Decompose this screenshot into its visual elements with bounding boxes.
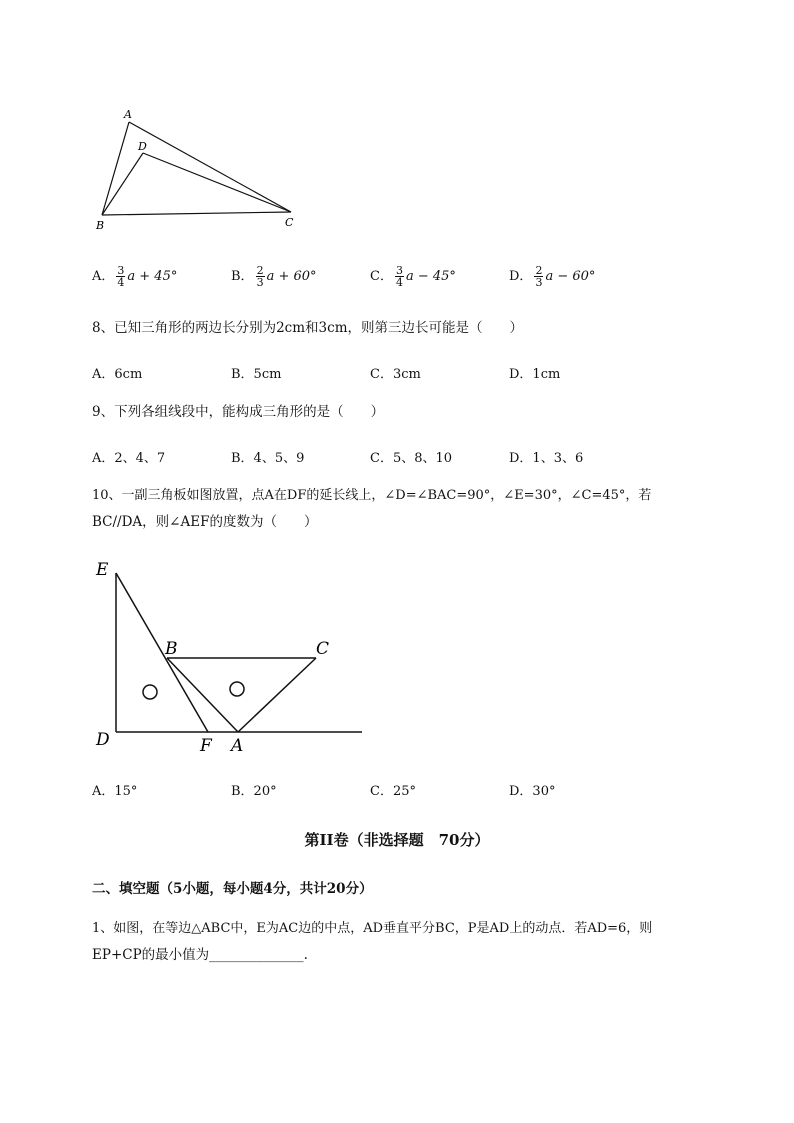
- label-c2: C: [316, 639, 330, 659]
- label-c: C: [285, 216, 294, 229]
- q10-stem-line1: 10、一副三角板如图放置，点A在DF的延长线上，∠D=∠BAC=90°，∠E=30°，∠C=45°，若: [92, 488, 652, 503]
- q9-stem: 9、下列各组线段中，能构成三角形的是（ ）: [92, 404, 385, 420]
- q8-option-a[interactable]: A．6cm: [92, 367, 143, 382]
- fraction: $\frac{2}{3}$: [256, 264, 264, 289]
- label-a: A: [124, 108, 132, 121]
- q10-option-a[interactable]: A．15°: [92, 784, 138, 799]
- q7-option-a[interactable]: A． $\frac{3}{4}$ a + 45°: [92, 264, 178, 289]
- q9-option-c[interactable]: C．5、8、10: [370, 451, 453, 466]
- section-title: 第II卷（非选择题 70分）: [304, 831, 490, 849]
- label-d: D: [138, 140, 147, 153]
- label-b: B: [96, 219, 105, 232]
- q8-option-c[interactable]: C．3cm: [370, 367, 421, 382]
- q9-option-a[interactable]: A．2、4、7: [92, 451, 166, 466]
- q9-option-b[interactable]: B．4、5、9: [231, 451, 305, 466]
- q7-option-b[interactable]: B． $\frac{2}{3}$ a + 60°: [231, 264, 317, 289]
- q8-stem: 8、已知三角形的两边长分别为2cm和3cm，则第三边长可能是（ ）: [92, 320, 523, 336]
- label-e: E: [96, 560, 109, 580]
- label-a2: A: [231, 736, 244, 756]
- fill1-line2: EP+CP的最小值为______________.: [92, 947, 308, 963]
- label-f: F: [200, 736, 212, 756]
- q7-option-c[interactable]: C． $\frac{3}{4}$ a − 45°: [370, 264, 456, 289]
- part-heading: 二、填空题（5小题，每小题4分，共计20分）: [92, 881, 373, 897]
- q8-option-b[interactable]: B．5cm: [231, 367, 282, 382]
- fill1-line1: 1、如图，在等边△ABC中，E为AC边的中点，AD垂直平分BC，P是AD上的动点．若AD=6，则: [92, 921, 653, 936]
- q9-option-d[interactable]: D．1、3、6: [509, 451, 584, 466]
- q10-stem-line2: BC//DA，则∠AEF的度数为（ ）: [92, 514, 318, 530]
- fraction: $\frac{3}{4}$: [117, 264, 125, 289]
- q10-option-b[interactable]: B．20°: [231, 784, 277, 799]
- q10-option-c[interactable]: C．25°: [370, 784, 416, 799]
- label-d2: D: [96, 730, 110, 750]
- triangle-abc-figure: [90, 105, 305, 235]
- q7-option-d[interactable]: D． $\frac{2}{3}$ a − 60°: [509, 264, 596, 289]
- fraction: $\frac{3}{4}$: [395, 264, 403, 289]
- fraction: $\frac{2}{3}$: [535, 264, 543, 289]
- q10-option-d[interactable]: D．30°: [509, 784, 556, 799]
- q8-option-d[interactable]: D．1cm: [509, 367, 561, 382]
- set-squares-figure: [92, 555, 367, 760]
- label-b2: B: [165, 639, 178, 659]
